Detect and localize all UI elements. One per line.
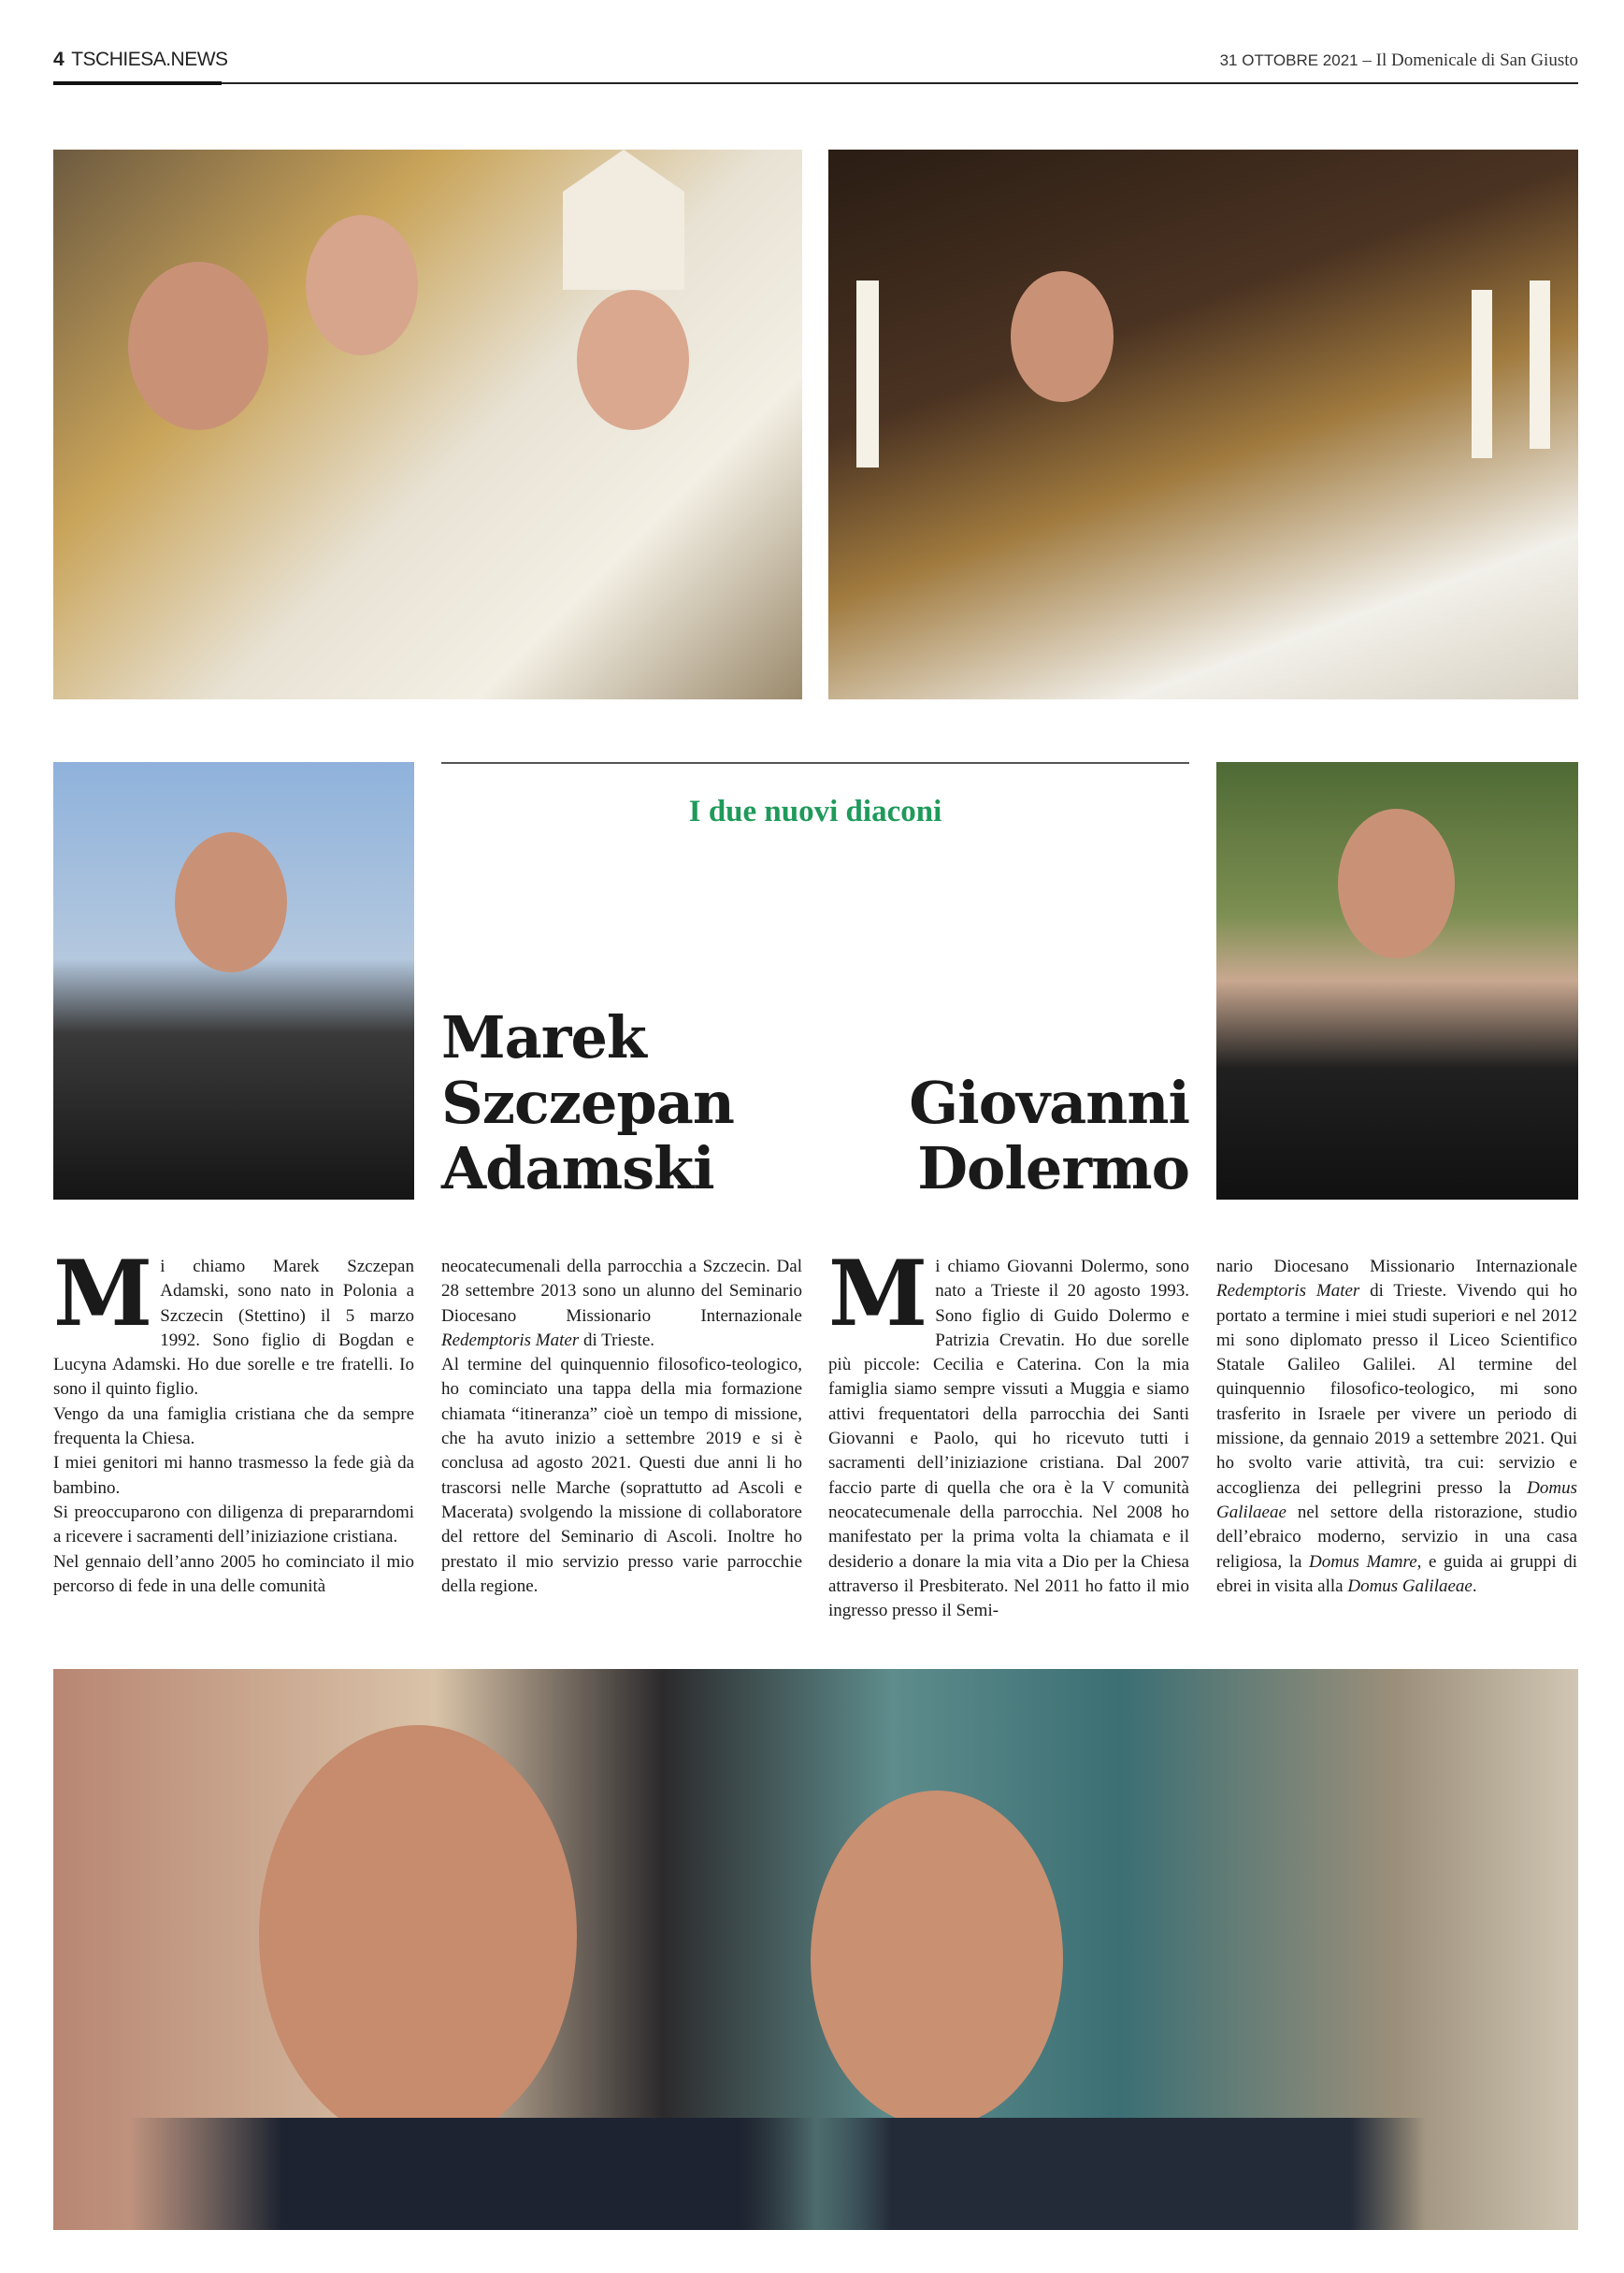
portrait-giovanni <box>1216 762 1578 1200</box>
article-kicker: I due nuovi diaconi <box>688 795 942 828</box>
name-line: Szczepan <box>441 1069 734 1137</box>
separator: – <box>1362 50 1372 70</box>
paragraph: Nel gennaio dell’anno 2005 ho cominciato il mio percorso di fede in una delle comunità <box>53 1551 414 1596</box>
name-line: Dolermo <box>917 1134 1189 1202</box>
text: . <box>1472 1575 1477 1596</box>
italic-text: Domus Mamre <box>1309 1551 1417 1572</box>
text: nario Diocesano Missionario Internazionale <box>1216 1257 1577 1276</box>
paragraph: I miei genitori mi hanno trasmesso la fede già da bambino. <box>53 1453 414 1498</box>
paragraph: i chiamo Giovanni Dolermo, sono nato a Trieste il 20 agosto 1993. Sono figlio di Guido Dolermo e Patrizia Crevatin. Ho due sorelle più piccole: Cecilia e Caterina. Con la mia famiglia siamo sempre vissuti a Muggia e siamo attivi frequentatori della parrocchia dei Santi Giovanni e Paolo, qui ho ricevuto tutti i sacramenti dell’iniziazione cristiana. Dal 2007 faccio parte di quella che ora è la V comunità neocatecumenale della parrocchia. Nel 2008 ho manifestato per la prima volta la chiamata e il desiderio a donare la mia vita a Dio per la Chiesa attraverso il Presbiterato. Nel 2011 ho fatto il mio ingresso presso il Semi- <box>828 1257 1189 1621</box>
text: nel settore della ristorazione, studio dell’ebraico moderno, servizio in una casa religiosa, la <box>1216 1502 1577 1572</box>
text: neocatecumenali della parrocchia a Szczecin. Dal 28 settembre 2013 sono un alunno del Seminario Diocesano Missionario Internazionale <box>441 1257 802 1326</box>
title-rule <box>441 762 1189 764</box>
italic-text: Redemptoris Mater <box>1216 1281 1360 1302</box>
italic-text: Domus Galilaeae <box>1216 1477 1577 1522</box>
italic-text: Redemptoris Mater <box>441 1330 580 1350</box>
drop-cap: M <box>53 1241 153 1346</box>
header-rule-accent <box>53 81 222 85</box>
issue-date: 31 OTTOBRE 2021 <box>1219 51 1358 69</box>
column-marek-1 <box>53 1241 414 1599</box>
paragraph: Si preoccuparono con diligenza di prepararndomi a ricevere i sacramenti dell’iniziazione cristiana. <box>53 1502 414 1547</box>
photo-ordination-bishop <box>53 150 802 699</box>
name-line: Adamski <box>441 1134 714 1202</box>
photo-altar-deacon <box>828 150 1578 699</box>
header-rule <box>53 82 1578 84</box>
header-right <box>1220 50 1578 71</box>
page-number: 4 <box>53 49 65 70</box>
drop-cap: M <box>828 1241 928 1346</box>
photo-venice-selfie <box>53 1669 1578 2230</box>
name-line: Giovanni <box>909 1069 1189 1137</box>
header-left <box>53 49 228 71</box>
portrait-marek <box>53 762 414 1200</box>
text: di Trieste. <box>579 1330 655 1350</box>
publication-name: Il Domenicale di San Giusto <box>1375 50 1578 70</box>
column-giovanni-1 <box>828 1241 1189 1623</box>
paragraph: Vengo da una famiglia cristiana che da sempre frequenta la Chiesa. <box>53 1403 414 1449</box>
name-line: Marek <box>441 1003 646 1072</box>
name-marek <box>441 1005 734 1201</box>
paragraph: i chiamo Marek Szczepan Adamski, sono nato in Polonia a Szczecin (Stettino) il 5 marzo 1992. Sono figlio di Bogdan e Lucyna Adamski. Ho due sorelle e tre fratelli. Io sono il quinto figlio. <box>53 1257 414 1400</box>
text: di Trieste. Vivendo qui ho portato a termine i miei studi superiori e nel 2012 mi sono diplomato presso il Liceo Scientifico Statale Galileo Galilei. Al termine del quinquennio filosofico-teologico, mi sono trasferito in Israele per vivere un periodo di missione, da gennaio 2019 a settembre 2021. Qui ho svolto varie attività, tra cui: servizio e accoglienza dei pellegrini presso la <box>1216 1281 1577 1498</box>
name-giovanni <box>909 1071 1189 1201</box>
paragraph: Al termine del quinquennio filosofico-teologico, ho cominciato una tappa della mia formazione chiamata “itineranza” cioè un tempo di missione, che ha avuto inizio a settembre 2019 e si è conclusa ad agosto 2021. Questi due anni li ho trascorsi nelle Marche (soprattutto ad Ascoli e Macerata) svolgendo la missione di collaboratore del rettore del Seminario di Ascoli. Inoltre ho prestato il mio servizio presso varie parrocchie della regione. <box>441 1355 802 1596</box>
italic-text: Domus Galilaeae <box>1347 1575 1473 1596</box>
column-marek-2 <box>441 1255 802 1599</box>
column-giovanni-2 <box>1216 1255 1577 1599</box>
site-name[interactable]: TSCHIESA.NEWS <box>71 49 228 70</box>
text: , e guida ai gruppi di ebrei in visita alla <box>1216 1551 1578 1596</box>
